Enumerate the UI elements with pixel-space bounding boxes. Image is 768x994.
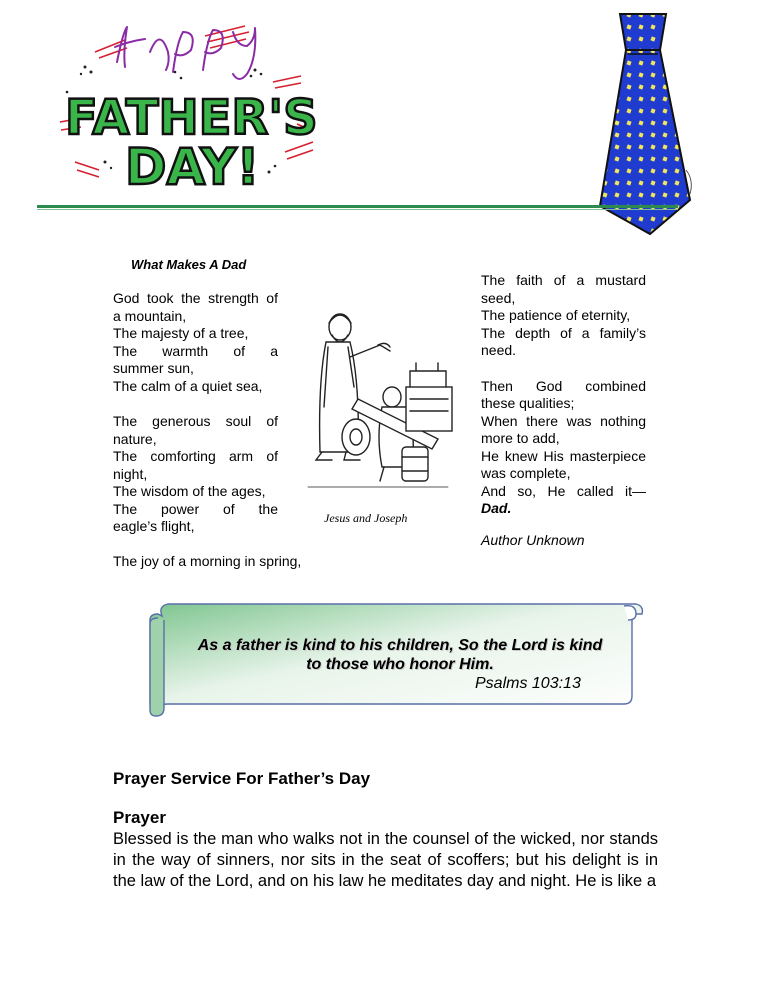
- poem-line: The wisdom of the ages,: [113, 483, 266, 499]
- poem-line: The patience of eternity,: [481, 307, 631, 323]
- prayer-text: Blessed is the man who walks not in the counsel of the wicked, nor stands in the way of sinners, nor sits in the seat of scoffers; but his delight is in the law of the Lord, and on his law he meditates day and night. He is like a: [113, 830, 658, 890]
- poem-stanza: [481, 378, 646, 518]
- jesus-and-joseph-illustration: [298, 287, 458, 527]
- poem-line: The majesty of a tree,: [113, 325, 249, 341]
- poem-line: The generous soul of: [113, 413, 278, 429]
- poem-line: The faith of a mustard: [481, 272, 646, 288]
- poem-stanza: [481, 272, 646, 360]
- poem-line: The depth of a family’s: [481, 324, 646, 341]
- poem-left-column: [113, 290, 278, 554]
- prayer-heading: Prayer: [113, 808, 166, 827]
- poem-line: When there was nothing: [481, 412, 646, 429]
- poem-line: more to add,: [481, 430, 560, 446]
- poem-line: The power of the: [113, 500, 278, 517]
- illustration-caption: Jesus and Joseph: [324, 511, 408, 525]
- verse-line: to those who honor Him.: [306, 656, 494, 673]
- poem-right-column: [481, 272, 646, 536]
- service-heading: Prayer Service For Father’s Day: [113, 769, 371, 788]
- happy-fathers-day-logo: [55, 12, 320, 194]
- poem-line: seed,: [481, 289, 516, 306]
- poem-line: God took the strength of: [113, 290, 278, 306]
- poem-author: Author Unknown: [481, 532, 585, 548]
- poem-line: a mountain,: [113, 307, 187, 324]
- verse-reference: Psalms 103:13: [475, 675, 581, 692]
- poem-line: He knew His masterpiece: [481, 447, 646, 464]
- poem-line: need.: [481, 342, 517, 358]
- poem-line: Then God combined: [481, 377, 646, 394]
- poem-line: night,: [113, 465, 148, 482]
- poem-line: And so, He called it—: [481, 482, 646, 499]
- poem-line: these qualities;: [481, 395, 575, 411]
- poem-stanza: [113, 290, 278, 395]
- svg-text:DAY!: DAY!: [125, 138, 260, 194]
- poem-line: was complete,: [481, 465, 571, 481]
- poem-line: The calm of a quiet sea,: [113, 377, 263, 394]
- poem-line: The comforting arm of: [113, 448, 278, 464]
- poem-title: What Makes A Dad: [131, 257, 247, 272]
- poem-line: The warmth of a: [113, 342, 278, 359]
- poem-line: nature,: [113, 430, 157, 447]
- poem-joy-line: The joy of a morning in spring,: [113, 553, 302, 569]
- header-divider: [37, 205, 678, 208]
- verse-text: [170, 636, 630, 674]
- poem-line: summer sun,: [113, 360, 194, 376]
- logo-fathers-text: FATHER'S: [65, 90, 318, 146]
- poem-stanza: [113, 413, 278, 536]
- verse-line: As a father is kind to his children, So the Lord is kind: [197, 637, 603, 654]
- poem-line: eagle’s flight,: [113, 518, 195, 534]
- header-divider-thin: [37, 209, 678, 210]
- poem-closing-word: Dad.: [481, 500, 512, 516]
